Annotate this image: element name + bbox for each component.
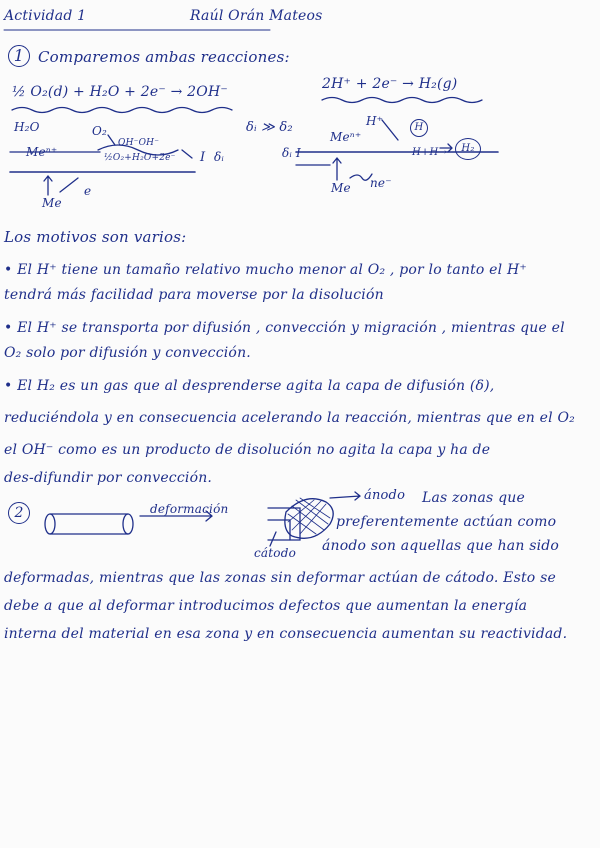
delta-right: δᵢ I: [282, 146, 301, 160]
electron-left: e: [84, 184, 92, 198]
cathode-label: cátodo: [254, 546, 297, 560]
electron-arrow-left: [60, 178, 78, 192]
conclusion-line-3: interna del material en esa zona y en consecuencia aumentan su reactividad.: [4, 626, 568, 642]
hydrogen-arrow: [382, 120, 398, 140]
water-label: H₂O: [14, 120, 40, 134]
reaction-hydrogen: 2H⁺ + 2e⁻ → H₂(g): [322, 76, 458, 92]
metal-arrow-right: [333, 158, 341, 180]
delta-relation: δᵢ ≫ δ₂: [246, 120, 293, 135]
zones-text-1: Las zonas que: [422, 490, 525, 506]
bubble-arrow: [182, 150, 192, 158]
metal-right: Me: [331, 181, 351, 195]
author-name: Raúl Orán Mateos: [190, 8, 323, 24]
layer-marker-left: I: [200, 150, 206, 165]
zones-text-3: ánodo son aquellas que han sido: [322, 538, 560, 554]
conclusion-line-1: deformadas, mientras que las zonas sin deformar actúan de cátodo. Esto se: [4, 570, 556, 586]
oxygen-label: O₂: [92, 124, 108, 138]
metal-ion-left: Meⁿ⁺: [26, 145, 58, 159]
delta-left: δᵢ: [214, 150, 225, 164]
bullet-line-3: • El H⁺ se transporta por difusión , convección y migración , mientras que el: [4, 320, 565, 336]
h2-arrow: [440, 144, 452, 152]
reaction-oxygen: ½ O₂(d) + H₂O + 2e⁻ → 2OH⁻: [12, 84, 228, 100]
cathode-arrow: [270, 532, 276, 546]
conclusion-line-2: debe a que al deformar introducimos defectos que aumentan la energía: [4, 598, 528, 614]
bullet-line-1: • El H⁺ tiene un tamaño relativo mucho menor al O₂ , por lo tanto el H⁺: [4, 262, 527, 278]
electron-right: ne⁻: [370, 176, 392, 190]
bent-tube-leg: [268, 508, 300, 540]
reaction-bubble-outline: [98, 145, 178, 155]
bullet-line-8: des-difundir por convección.: [4, 470, 213, 486]
deformed-zone-hatch: [288, 498, 330, 534]
oxygen-arrow: [108, 135, 115, 145]
metal-left: Me: [42, 196, 62, 210]
zones-text-2: preferentemente actúan como: [336, 514, 557, 530]
bullet-line-2: tendrá más facilidad para moverse por la disolución: [4, 287, 384, 303]
hydroxide-label: OH⁻OH⁻: [118, 138, 160, 148]
wavy-line-right: [322, 98, 482, 103]
reasons-intro: Los motivos son varios:: [4, 228, 187, 246]
hydrogen-atom-circle: H: [410, 119, 428, 137]
anode-arrow: [330, 492, 360, 500]
section-number-1: 1: [8, 45, 30, 67]
bullet-line-7: el OH⁻ como es un producto de disolución no agita la capa y ha de: [4, 442, 491, 458]
hydrogen-molecule-circle: H₂: [455, 138, 481, 160]
deformation-arrow: [140, 511, 212, 521]
anode-label: ánodo: [364, 488, 406, 503]
bullet-line-6: reduciéndola y en consecuencia acelerando la reacción, mientras que en el O₂: [4, 410, 575, 426]
bullet-line-4: O₂ solo por difusión y convección.: [4, 345, 251, 361]
hydrogen-ion-label: H⁺: [366, 114, 384, 128]
wavy-line-left: [12, 108, 232, 113]
metal-ion-right: Meⁿ⁺: [330, 130, 362, 144]
activity-title: Actividad 1: [4, 8, 87, 24]
tube-end-left: [45, 514, 55, 534]
tube-end-right: [123, 514, 133, 534]
hydrogen-recombination: H+H→: [412, 147, 447, 158]
section1-title: Comparemos ambas reacciones:: [38, 48, 290, 66]
tube-body: [50, 514, 128, 534]
metal-arrow-left: [44, 176, 52, 195]
electron-squiggle-right: [350, 174, 372, 180]
deformation-label: deformación: [150, 502, 229, 516]
bullet-line-5: • El H₂ es un gas que al desprenderse agita la capa de difusión (δ),: [4, 378, 495, 394]
section-number-2: 2: [8, 502, 30, 524]
reaction-bubble: ½O₂+H₂O+2e⁻: [104, 153, 176, 163]
